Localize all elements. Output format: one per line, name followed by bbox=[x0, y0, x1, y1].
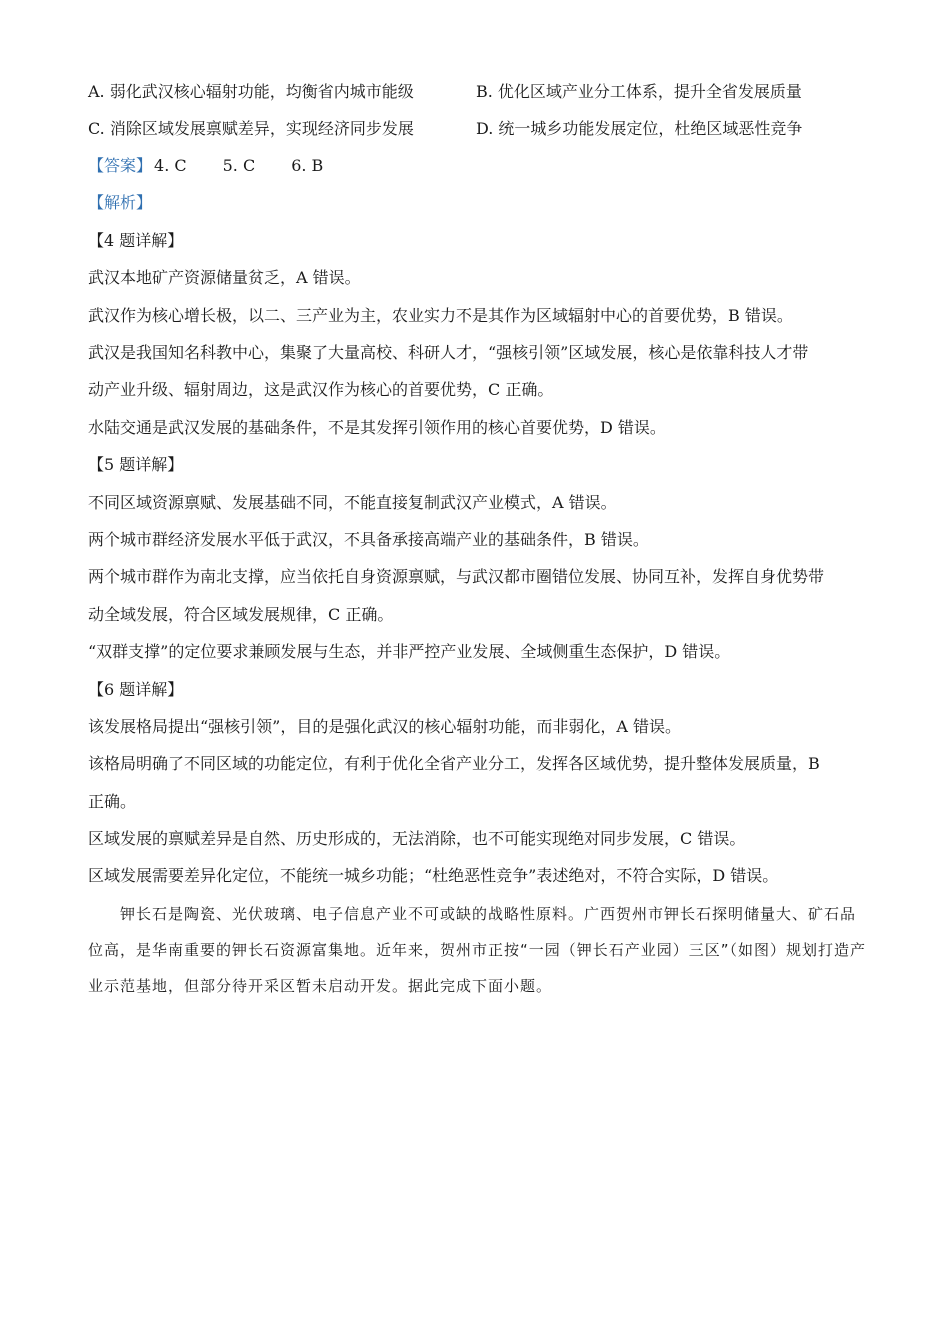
q5-line: 两个城市群经济发展水平低于武汉，不具备承接高端产业的基础条件，B 错误。 bbox=[88, 530, 649, 549]
analysis-label: 【解析】 bbox=[88, 193, 153, 212]
answer-q5: 5. C bbox=[222, 156, 256, 175]
answer-label: 【答案】 bbox=[88, 156, 153, 175]
q5-line: “双群支撑”的定位要求兼顾发展与生态，并非严控产业发展、全域侧重生态保护，D 错误。 bbox=[88, 642, 731, 661]
q4-line: 动产业升级、辐射周边，这是武汉作为核心的首要优势，C 正确。 bbox=[88, 380, 554, 399]
material-paragraph: 钾长石是陶瓷、光伏玻璃、电子信息产业不可或缺的战略性原料。广西贺州市钾长石探明储量大、矿石品位高，是华南重要的钾长石资源富集地。近年来，贺州市正按“一园（钾长石产业园）三区”（如图）规划打造产业示范基地，但部分待开采区暂未启动开发。据此完成下面小题。 bbox=[88, 905, 867, 995]
q5-line: 动全域发展，符合区域发展规律，C 正确。 bbox=[88, 605, 394, 624]
option-c: C. 消除区域发展禀赋差异，实现经济同步发展 bbox=[88, 119, 414, 138]
option-d: D. 统一城乡功能发展定位，杜绝区域恶性竞争 bbox=[476, 119, 803, 138]
q6-line: 该发展格局提出“强核引领”，目的是强化武汉的核心辐射功能，而非弱化，A 错误。 bbox=[88, 717, 682, 736]
q6-heading: 【6 题详解】 bbox=[88, 680, 184, 699]
q5-line: 不同区域资源禀赋、发展基础不同，不能直接复制武汉产业模式，A 错误。 bbox=[88, 493, 617, 512]
q4-line: 水陆交通是武汉发展的基础条件，不是其发挥引领作用的核心首要优势，D 错误。 bbox=[88, 418, 666, 437]
option-a: A. 弱化武汉核心辐射功能，均衡省内城市能级 bbox=[88, 82, 414, 101]
answer-q4: 4. C bbox=[154, 156, 187, 175]
answer-q6: 6. B bbox=[291, 156, 324, 175]
q4-line: 武汉作为核心增长极，以二、三产业为主，农业实力不是其作为区域辐射中心的首要优势，B 错误。 bbox=[88, 306, 793, 325]
q5-heading: 【5 题详解】 bbox=[88, 455, 184, 474]
q4-line: 武汉是我国知名科教中心，集聚了大量高校、科研人才，“强核引领”区域发展，核心是依靠科技人才带 bbox=[88, 343, 809, 362]
q6-line: 区域发展的禀赋差异是自然、历史形成的，无法消除，也不可能实现绝对同步发展，C 错误。 bbox=[88, 829, 746, 848]
q4-line: 武汉本地矿产资源储量贫乏，A 错误。 bbox=[88, 268, 361, 287]
q6-line: 正确。 bbox=[88, 792, 137, 811]
option-b: B. 优化区域产业分工体系，提升全省发展质量 bbox=[476, 82, 802, 101]
q6-line: 该格局明确了不同区域的功能定位，有利于优化全省产业分工，发挥各区域优势，提升整体发展质量，B bbox=[88, 754, 820, 773]
q4-heading: 【4 题详解】 bbox=[88, 231, 184, 250]
q5-line: 两个城市群作为南北支撑，应当依托自身资源禀赋，与武汉都市圈错位发展、协同互补，发挥自身优势带 bbox=[88, 567, 825, 586]
answer-line bbox=[88, 156, 323, 176]
q6-line: 区域发展需要差异化定位，不能统一城乡功能；“杜绝恶性竞争”表述绝对，不符合实际，D 错误。 bbox=[88, 866, 779, 885]
